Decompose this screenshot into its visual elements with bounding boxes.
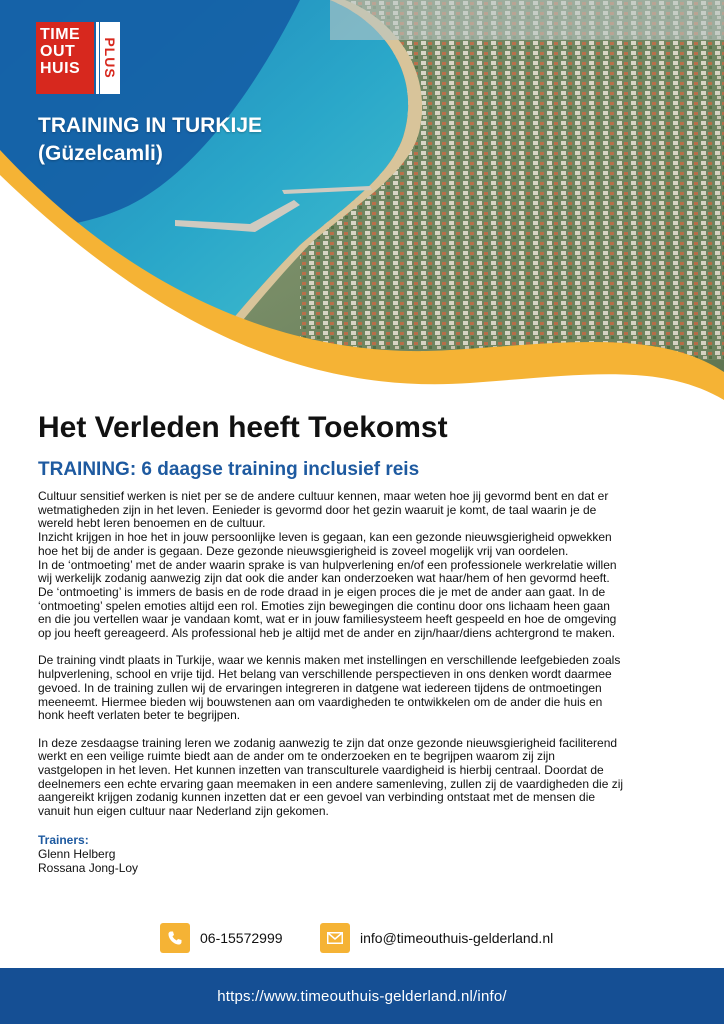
paragraph-line: Inzicht krijgen in hoe het in jouw persoonlijke leven is gegaan, kan een gezonde nieuwsgierigheid opwekken	[38, 530, 612, 545]
hero-banner	[0, 0, 724, 400]
paragraph-line: ‘ontmoeting’ spelen emoties altijd een rol. Emoties zijn bewegingen die continu door ons lichaam heen gaan	[38, 598, 610, 613]
hero-title-line2: (Güzelcamli)	[38, 142, 163, 165]
paragraph-line: op jou heeft gereageerd. Als professional heb je altijd met de ander en zijn/haar/diens achtergrond te maken.	[38, 626, 616, 641]
paragraph-location	[38, 654, 698, 723]
email-address[interactable]: info@timeouthuis-gelderland.nl	[360, 930, 554, 946]
paragraph-line: De training vindt plaats in Turkije, waar we kennis maken met instellingen en verschillende leefgebieden zoals	[38, 653, 621, 668]
paragraph-line: aangereikt krijgen zodanig kunnen inzetten dat er een gevoel van verbinding ontstaat met de mensen die	[38, 790, 596, 805]
paragraph-line: hoe het bij de ander is gegaan. Deze gezonde nieuwsgierigheid is zoveel mogelijk vrij van oordelen.	[38, 543, 569, 558]
paragraph-line: wij werkelijk zodanig aanwezig zijn dat ook die ander kan onderzoeken wat haar/hem of hen gevormd heeft.	[38, 571, 610, 586]
body-text	[38, 490, 698, 819]
logo-text-huis: HUIS	[40, 60, 81, 77]
main-content	[38, 408, 698, 875]
paragraph-line: honk heeft verlaten beter te begrijpen.	[38, 708, 241, 723]
logo-red-block	[36, 22, 94, 94]
paragraph-line: vanuit hun eigen cultuur naar Nederland zijn gekomen.	[38, 804, 329, 819]
paragraph-line: meeneemt. Hiermee bieden wij bouwstenen aan om vaardigheden te ontwikkelen om de ander die huis en	[38, 694, 603, 709]
paragraph-line: De ‘ontmoeting’ is immers de basis en de rode draad in je eigen proces die je met de ander aan gaat. In de	[38, 584, 606, 599]
paragraph-line: en die jou vertellen waar je vandaan komt, wat er in jouw familiesysteem heeft gespeeld en hoe de omgeving	[38, 612, 617, 627]
footer-bar	[0, 968, 724, 1024]
page-title: Het Verleden heeft Toekomst	[38, 411, 448, 444]
paragraph-intro	[38, 490, 698, 641]
timeout-huis-plus-logo	[36, 22, 120, 94]
paragraph-line: deelnemers een echte ervaring gaan meemaken in een andere samenleving, zullen zij de vaardigheden die zij	[38, 776, 624, 791]
paragraph-goal	[38, 737, 698, 819]
trainer-name: Rossana Jong-Loy	[38, 860, 139, 875]
paragraph-line: In deze zesdaagse training leren we zodanig aanwezig te zijn dat onze gezonde nieuwsgierigheid faciliterend	[38, 735, 618, 750]
footer-website-link[interactable]: https://www.timeouthuis-gelderland.nl/info/	[217, 987, 507, 1005]
paragraph-line: vastgelopen in het leven. Het kunnen inzetten van transculturele vaardigheid is hierbij centraal. Doordat de	[38, 763, 604, 778]
logo-text-out: OUT	[40, 43, 76, 60]
logo-divider	[96, 22, 99, 94]
contact-phone[interactable]	[160, 923, 283, 953]
mail-icon	[320, 923, 350, 953]
paragraph-line: In de ‘ontmoeting’ met de ander waarin sprake is van hulpverlening en/of een professionele werkrelatie willen	[38, 557, 617, 572]
paragraph-line: wetmatigheden zijn in het leven. Eenieder is gevormd door het gezin waaruit je komt, de taal waarin je de	[38, 502, 597, 517]
paragraph-line: wereld hebt leren benoemen en de cultuur.	[38, 516, 266, 531]
paragraph-line: werkt en een veilige ruimte biedt aan de ander om te onderzoeken en te begrijpen waarom zij zijn	[38, 749, 555, 764]
logo-plus-block	[100, 22, 120, 94]
paragraph-line: gevoed. In de training zullen wij de ervaringen integreren in datgene wat iedereen tijdens de ontmoetingen	[38, 680, 602, 695]
trainers-label: Trainers:	[38, 832, 89, 847]
phone-icon	[160, 923, 190, 953]
training-subtitle: TRAINING: 6 daagse training inclusief reis	[38, 459, 420, 480]
trainer-name: Glenn Helberg	[38, 846, 116, 861]
paragraph-line: hulpverlening, school en vrije tijd. Het belang van verschillende perspectieven in ons denken wordt daarmee	[38, 667, 612, 682]
logo-text-time: TIME	[40, 26, 81, 43]
hero-title	[38, 112, 262, 168]
logo-text-plus: PLUS	[102, 37, 118, 79]
contact-email[interactable]	[320, 923, 553, 953]
hero-title-line1: TRAINING IN TURKIJE	[38, 114, 263, 137]
paragraph-line: Cultuur sensitief werken is niet per se de andere cultuur kennen, maar weten hoe jij gevormd bent en dat er	[38, 489, 609, 503]
phone-number[interactable]: 06-15572999	[200, 930, 283, 946]
trainers-section	[38, 833, 698, 875]
